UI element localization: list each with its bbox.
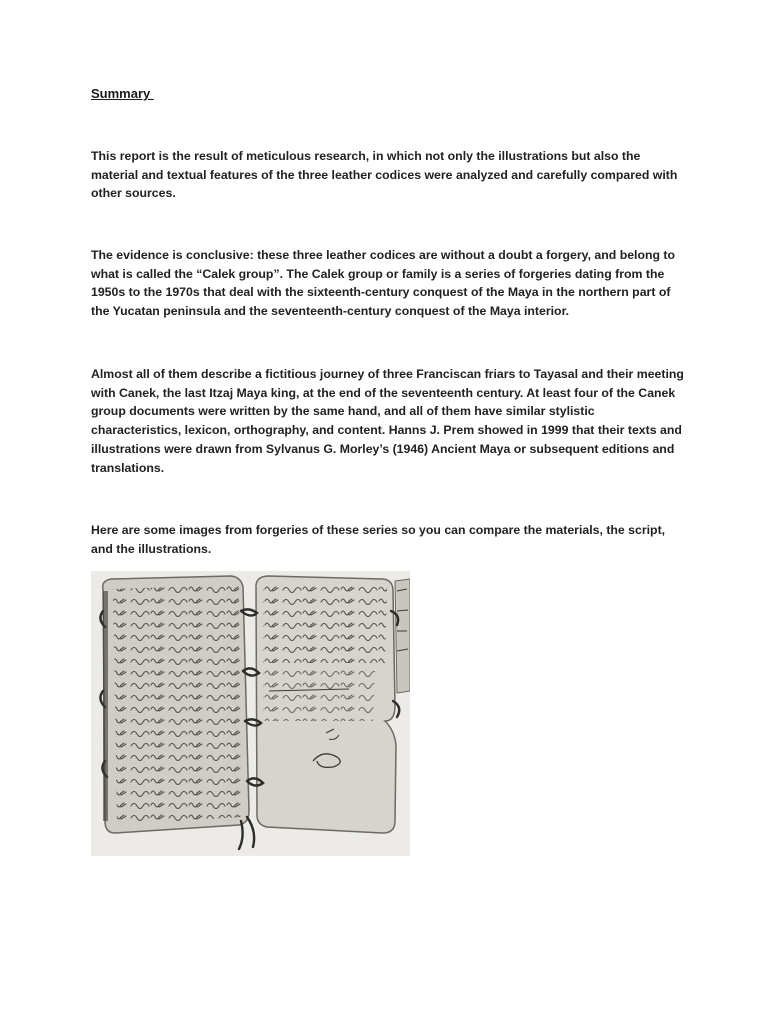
summary-heading: Summary bbox=[91, 86, 154, 101]
paragraph-4 bbox=[91, 521, 691, 558]
paragraph-line: illustrations were drawn from Sylvanus G. Morley’s (1946) Ancient Maya or subsequent editions and bbox=[91, 441, 675, 456]
codex-photograph bbox=[91, 571, 410, 856]
paragraph-line: Here are some images from forgeries of these series so you can compare the materials, the script, bbox=[91, 523, 666, 537]
paragraph-line: other sources. bbox=[91, 186, 176, 201]
paragraph-line: with Canek, the last Itzaj Maya king, at the end of the seventeenth century. At least four of the Canek bbox=[91, 385, 676, 400]
paragraph-2 bbox=[91, 246, 691, 321]
paragraph-line: what is called the “Calek group”. The Calek group or family is a series of forgeries dating from the bbox=[91, 266, 665, 281]
paragraph-1 bbox=[91, 147, 691, 203]
paragraph-3 bbox=[91, 365, 691, 477]
paragraph-line: characteristics, lexicon, orthography, and content. Hanns J. Prem showed in 1999 that their texts and bbox=[91, 423, 682, 438]
paragraph-line: the Yucatan peninsula and the seventeenth-century conquest of the Maya interior. bbox=[91, 304, 570, 319]
codex-photo-image bbox=[91, 571, 410, 856]
paragraph-line: material and textual features of the three leather codices were analyzed and carefully compared with bbox=[91, 167, 678, 182]
paragraph-line: Almost all of them describe a fictitious journey of three Franciscan friars to Tayasal and their meeting bbox=[91, 367, 684, 381]
paragraph-line: translations. bbox=[91, 460, 165, 475]
paragraph-line: The evidence is conclusive: these three leather codices are without a doubt a forgery, and belong to bbox=[91, 248, 676, 262]
paragraph-line: group documents were written by the same hand, and all of them have similar stylistic bbox=[91, 404, 595, 419]
paragraph-line: This report is the result of meticulous research, in which not only the illustrations but also the bbox=[91, 149, 641, 163]
paragraph-line: and the illustrations. bbox=[91, 541, 212, 556]
paragraph-line: 1950s to the 1970s that deal with the sixteenth-century conquest of the Maya in the northern part of bbox=[91, 285, 671, 300]
